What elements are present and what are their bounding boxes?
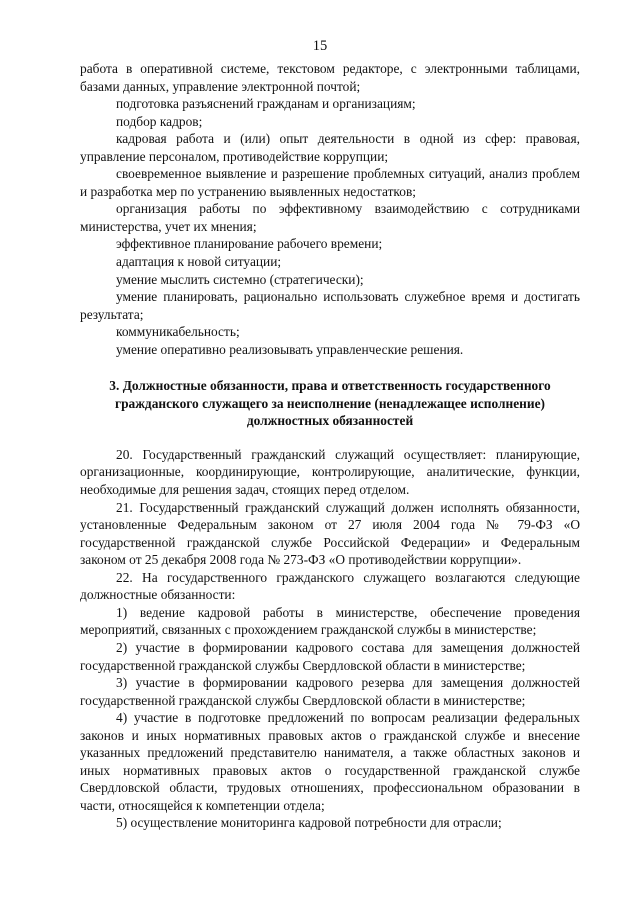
paragraph: работа в оперативной системе, текстовом редакторе, с электронными таблицами, базами данных, управление электронной почтой; <box>80 61 580 94</box>
paragraph: своевременное выявление и разрешение проблемных ситуаций, анализ проблем и разработка мер по устранению выявленных недостатков; <box>80 166 580 199</box>
paragraph: 5) осуществление мониторинга кадровой потребности для отрасли; <box>116 815 502 831</box>
page-body <box>80 60 580 832</box>
paragraph: 4) участие в подготовке предложений по вопросам реализации федеральных законов и иных нормативных правовых актов о гражданской службе и внесение указанных предложений представителю нанимателя, а также областных законов и иных нормативных правовых актов о государственной гражданской службе Свердловской области, трудовых отношениях, профессиональном образовании в части, относящейся к компетенции отдела; <box>80 710 580 813</box>
paragraph: умение мыслить системно (стратегически); <box>116 271 364 287</box>
paragraph: 21. Государственный гражданский служащий должен исполнять обязанности, установленные Федеральным законом от 27 июля 2004 года № 79-ФЗ «О государственной гражданской службе Российской Федерации» и Федеральным законом от 25 декабря 2008 года № 273-ФЗ «О противодействии коррупции». <box>80 499 580 568</box>
paragraph: подбор кадров; <box>116 113 203 129</box>
duties-list <box>80 446 580 832</box>
page-number: 15 <box>312 38 328 54</box>
paragraph: эффективное планирование рабочего времени; <box>116 236 383 252</box>
paragraph: адаптация к новой ситуации; <box>116 254 282 270</box>
paragraph: 2) участие в формировании кадрового состава для замещения должностей государственной гражданской службы Свердловской области в министерстве; <box>80 639 580 673</box>
paragraph: организация работы по эффективному взаимодействию с сотрудниками министерства, учет их мнения; <box>80 201 580 234</box>
section-heading: 3. Должностные обязанности, права и ответственность государственного гражданского служащего за неисполнение (ненадлежащее исполнение) должностных обязанностей <box>109 378 551 429</box>
paragraph: 20. Государственный гражданский служащий осуществляет: планирующие, организационные, координирующие, контролирующие, аналитические, функции, необходимые для решения задач, стоящих перед отделом. <box>80 446 580 498</box>
paragraph: умение оперативно реализовывать управленческие решения. <box>116 341 464 357</box>
paragraph: кадровая работа и (или) опыт деятельности в одной из сфер: правовая, управление персоналом, противодействие коррупции; <box>80 131 580 164</box>
paragraph: коммуникабельность; <box>116 324 240 340</box>
requirements-list <box>80 60 580 358</box>
paragraph: умение планировать, рационально использовать служебное время и достигать результата; <box>80 289 580 322</box>
paragraph: 3) участие в формировании кадрового резерва для замещения должностей государственной гражданской службы Свердловской области в министерстве; <box>80 675 580 708</box>
paragraph: 1) ведение кадровой работы в министерстве, обеспечение проведения мероприятий, связанных с прохождением гражданской службы в министерстве; <box>80 604 580 638</box>
paragraph: 22. На государственного гражданского служащего возлагаются следующие должностные обязанности: <box>80 569 580 603</box>
paragraph: подготовка разъяснений гражданам и организациям; <box>116 96 416 112</box>
